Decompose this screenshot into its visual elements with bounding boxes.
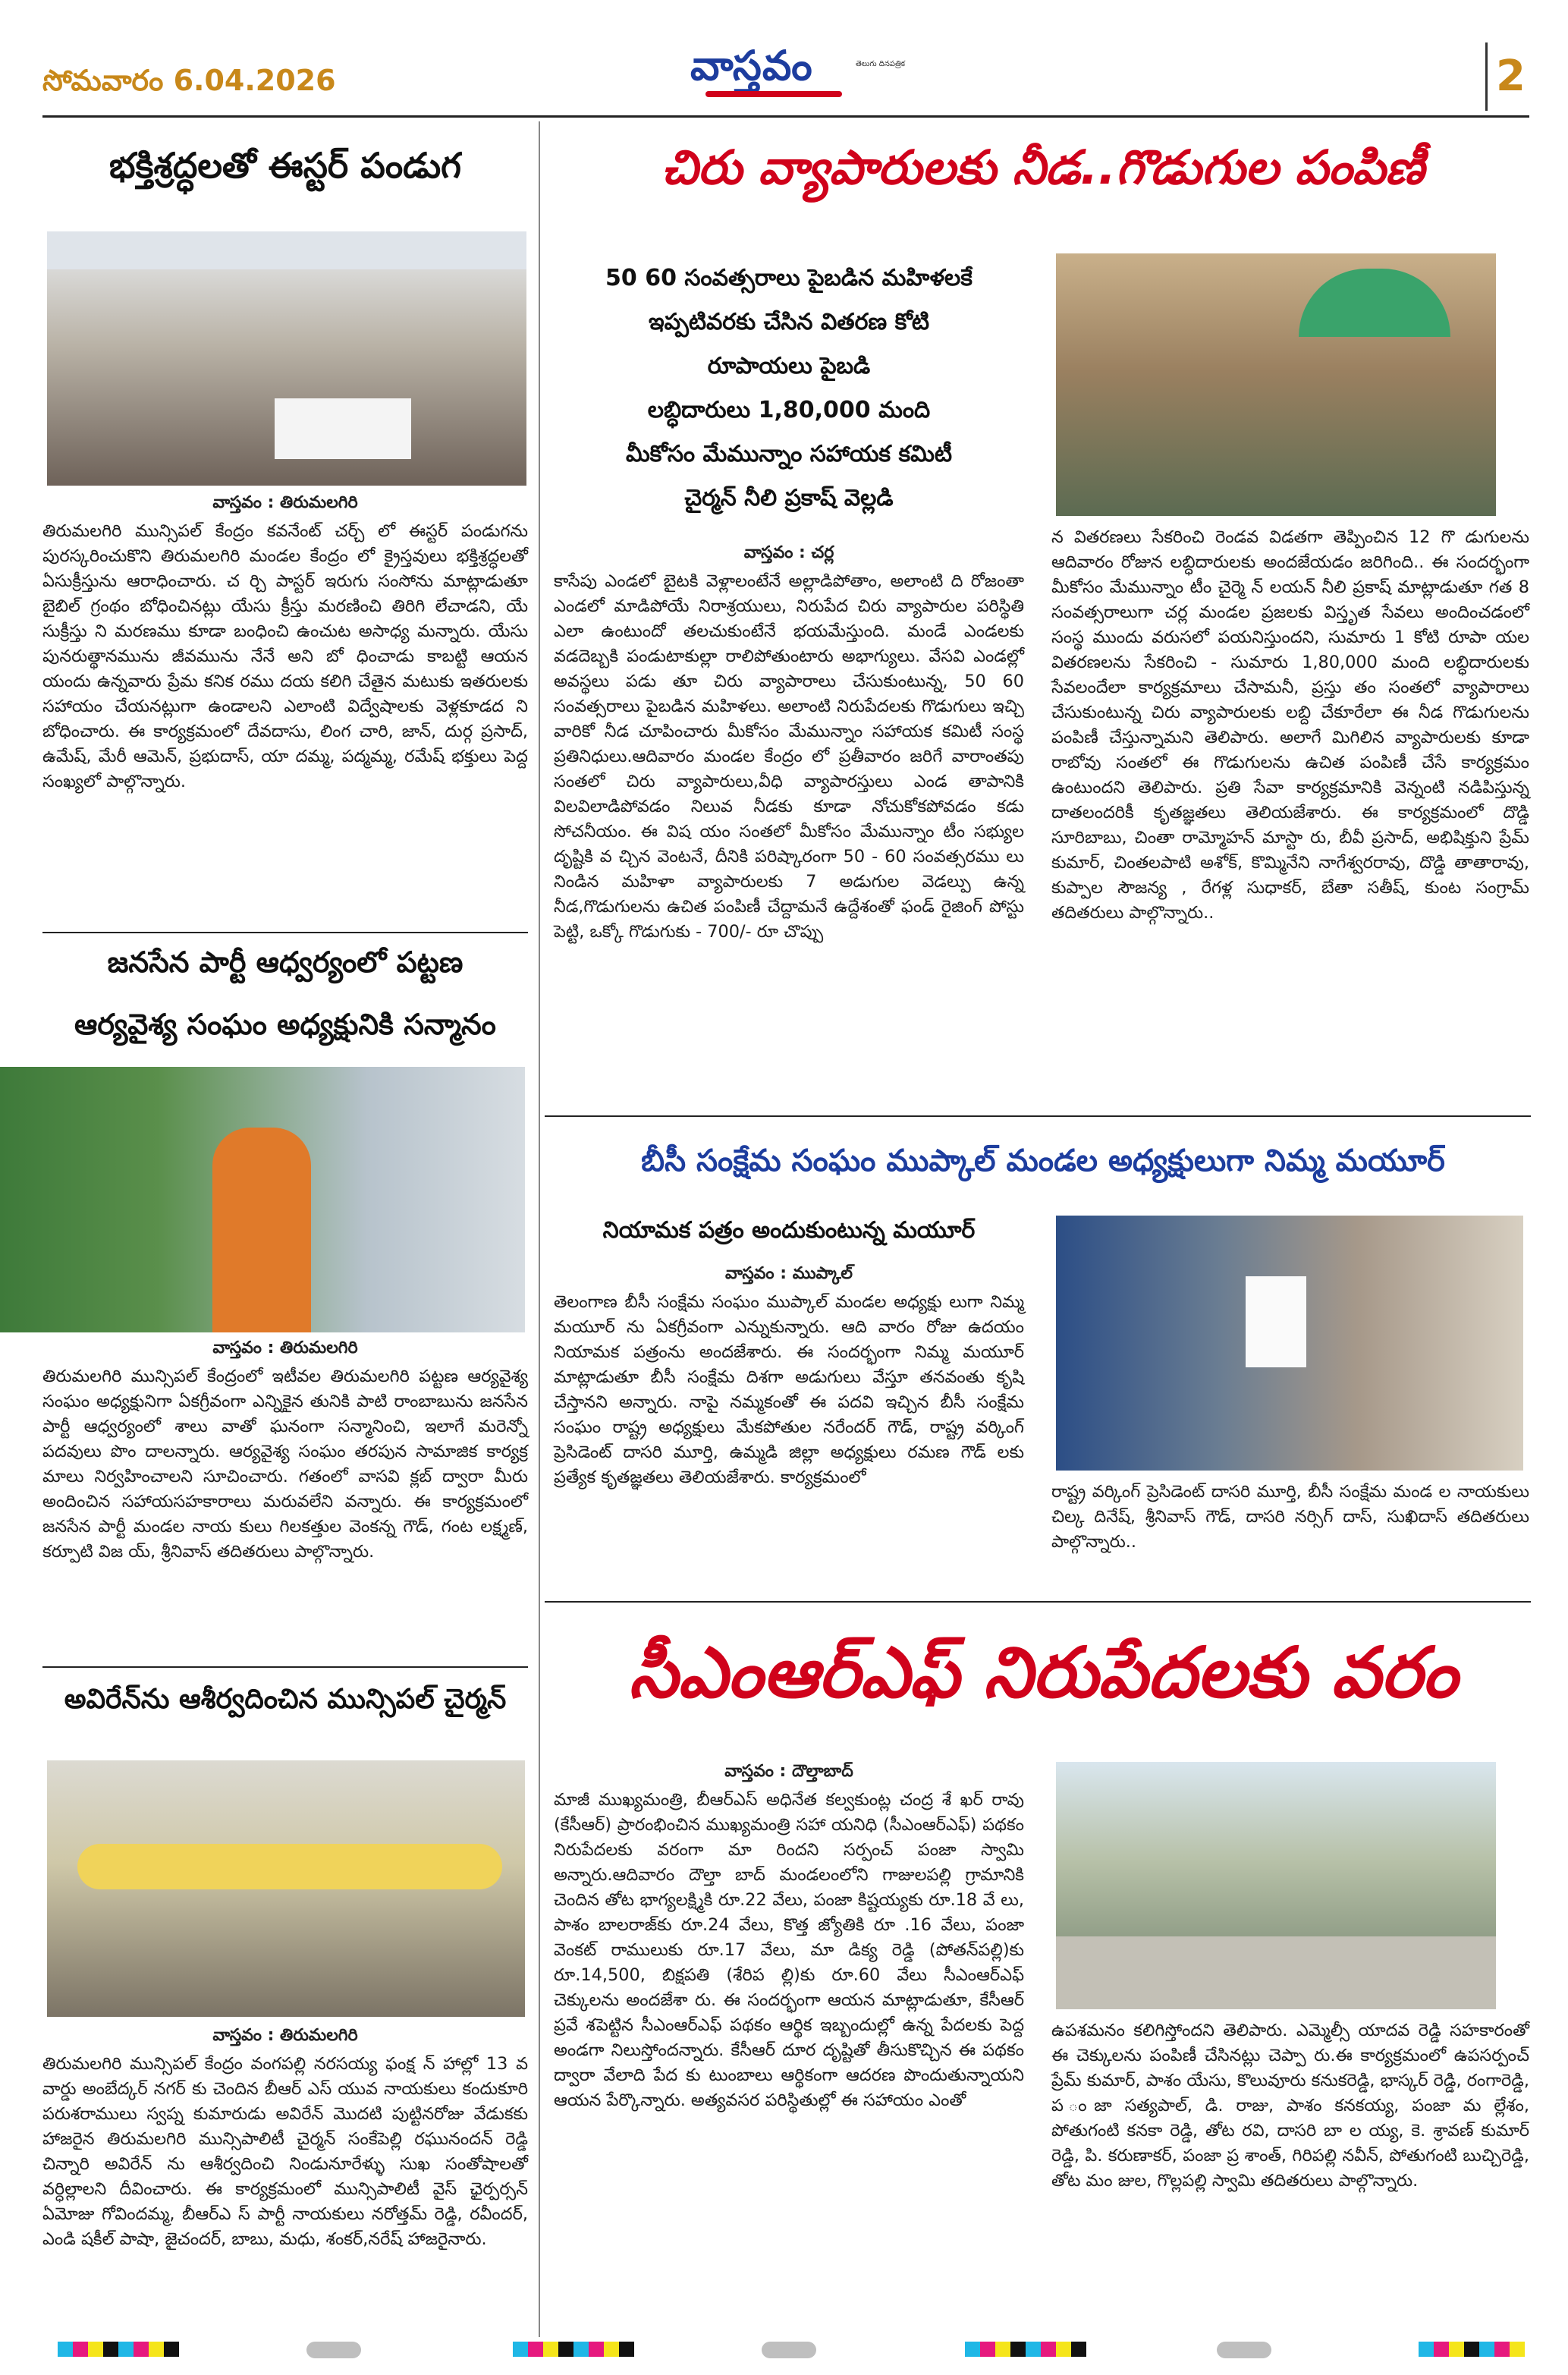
easter-rule: [42, 932, 528, 933]
umbrella-body-left: కాసేపు ఎండలో బైటకి వెళ్లాలంటేనే అల్లాడిపోతాం, అలాంటి ది రోజంతా ఎండలో మాడిపోయే నిరాశ్రయులు, నిరుపేద చిరు వ్యాపారుల పరిస్థితి ఎలా ఉంటుందో తలచుకుంటేనే భయమేస్తుంది. మండే ఎండలకు వడదెబ్బకి పండుటాకుల్లా రాలిపోతుంటారు అభాగ్యులు. వేసవి ఎండల్లో అవస్థలు పడు తూ చిరు వ్యాపారాలు చేసుకుంటున్న, 50 60 సంవత్సరాలు పైబడిన మహిళలు. అలాంటి నిరుపేదలకు గొడుగులు ఇచ్చి వారికో నీడ చూపించారు మీకోసం మేమున్నాం సహాయక కమిటీ సంస్థ ప్రతినిధులు.ఆదివారం మండల కేంద్రం లో ప్రతీవారం జరిగే వారాంతపు సంతలో చిరు వ్యాపారులు,వీధి వ్యాపారస్తులు ఎండ తాపానికి విలవిలాడిపోవడం నిలువ నీడకు కూడా నోచుకోకపోవడం కడు సోచనీయం. ఈ విష యం సంతలో మీకోసం మేమున్నాం టీం సభ్యుల దృష్టికి వ చ్చిన వెంటనే, దీనికి పరిష్కారంగా 50 - 60 సంవత్సరము లు నిండిన మహిళా వ్యాపారులకు 7 అడుగుల వెడల్పు ఉన్న నీడ,గొడుగులను ఉచిత పంపిణీ చేద్దామనే ఉద్దేశంతో ఫండ్ రైజింగ్ పోస్టు పెట్టి, ఒక్కో గొడుగుకు - 700/- రూ చొప్పు: [554, 571, 1024, 942]
umbrella-callout: [554, 256, 1024, 521]
column-divider: [539, 121, 540, 2337]
cmrf-photo: [1056, 1762, 1496, 2009]
grey-pill: [306, 2342, 361, 2358]
callout-line: మీకోసం మేమున్నాం సహాయక కమిటీ: [625, 441, 953, 467]
color-swatches: [513, 2342, 634, 2360]
easter-headline: భక్తిశ్రద్ధలతో ఈస్టర్ పండుగ: [109, 145, 461, 186]
masthead-date: సోమవారం 6.04.2026: [42, 64, 336, 97]
janasena-body: తిరుమలగిరి మున్సిపల్ కేంద్రంలో ఇటీవల తిరుమలగిరి పట్టణ ఆర్యవైశ్య సంఘం అధ్యక్షునిగా ఏకగ్రీవంగా ఎన్నికైన తునికి పాటి రాంబాబును జనసేన పార్టీ ఆధ్వర్యంలో శాలు వాతో ఘనంగా సన్మానించి, ఇలాగే మరెన్నో పదవులు పొం దాలన్నారు. ఆర్యవైశ్య సంఘం తరపున సామాజిక కార్యక్ర మాలు నిర్వహించాలని సూచించారు. గతంలో వాసవి క్లబ్ ద్వారా మీరు అందించిన సహాయసహకారాలు మరువలేని వన్నారు. ఈ కార్యక్రమంలో జనసేన పార్టీ మండల నాయ కులు గిలకత్తుల వెంకన్న గౌడ్, గంట లక్ష్మణ్, కర్పూటి విజ య్, శ్రీనివాస్ తదితరులు పాల్గొన్నారు.: [42, 1367, 528, 1562]
page-number: 2: [1496, 52, 1526, 101]
bc-subhead: నియామక పత్రం అందుకుంటున్న మయూర్: [602, 1217, 976, 1244]
logo-pen-stroke: [705, 91, 842, 97]
easter-byline: వాస్తవం : తిరుమలగిరి: [212, 493, 358, 512]
bc-rule: [545, 1601, 1531, 1603]
easter-body: తిరుమలగిరి మున్సిపల్ కేంద్రం కవనేంట్ చర్చ్ లో ఈస్టర్ పండుగను పురస్కరించుకొని తిరుమలగిరి మండల కేంద్రం లో క్రైస్తవులు భక్తిశ్రద్ధలతో ఏసుక్రీస్తును ఆరాధించారు. చ ర్చి పాస్టర్ ఇరుగు సంసోను మాట్లాడుతూ బైబిల్ గ్రంథం బోధించినట్లు యేసు క్రీస్తు మరణించి తిరిగి లేచాడని, యే సుక్రీస్తు ని మరణము కూడా బంధించి ఉంచుట అసాధ్య మన్నారు. యేసు పునరుత్థానమును జీవమును నేనే అని బో ధించాడు కాబట్టి ఆయన యందు ఉన్నవారు ప్రేమ కనిక రము దయ కలిగి చేతైన మటుకు ఇతరులకు సహాయం చేయనట్లుగా ఉండాలని ఎలాంటి విద్వేషాలకు వెళ్లకూడద ని బోధించారు. ఈ కార్యక్రమంలో దేవదాసు, లింగ చారి, జాన్, దుర్గ ప్రసాద్, ఉమేష్, మేరీ ఆమెన్, ప్రభుదాస్, యా దమ్మ, పద్మమ్మ, రమేష్ భక్తులు పెద్ద సంఖ్యలో పాల్గొన్నారు.: [42, 521, 528, 791]
janasena-rule: [42, 1666, 528, 1668]
chairman-byline: వాస్తవం : తిరుమలగిరి: [212, 2026, 358, 2045]
cmrf-body-left: మాజీ ముఖ్యమంత్రి, బీఆర్ఎస్ అధినేత కల్వకుంట్ల చంద్ర శే ఖర్ రావు (కేసీఆర్) ప్రారంభించిన ముఖ్యమంత్రి సహా యనిధి (సీఎంఆర్ఎఫ్) పథకం నిరుపేదలకు వరంగా మా రిందని సర్పంచ్ పంజా స్వామి అన్నారు.ఆదివారం దౌల్తా బాద్ మండలంలోని గాజులపల్లి గ్రామానికి చెందిన తోట భాగ్యలక్ష్మికి రూ.22 వేలు, పంజా కిష్టయ్యకు రూ.18 వే లు, పాశం బాలరాజ్‌కు రూ.24 వేలు, కొత్త జ్యోతికి రూ .16 వేలు, పంజా వెంకట్ రాములుకు రూ.17 వేలు, మా డిక్య రెడ్డి (పోతన్‌పల్లి)కు రూ.14,500, బిక్షపతి (శేరిప ల్లి)కు రూ.60 వేలు సీఎంఆర్ఎఫ్ చెక్కులను అందజేశా రు. ఈ సందర్భంగా ఆయన మాట్లాడుతూ, కేసీఆర్ ప్రవే శపెట్టిన సీఎంఆర్ఎఫ్ పథకం ఆర్థిక ఇబ్బందుల్లో ఉన్న పేదలకు పెద్ద అండగా నిలుస్తోందన్నారు. కేసీఆర్ దూర దృష్టితో తీసుకొచ్చిన ఈ పథకం ద్వారా వేలాది పేద కు టుంబాలు ఆర్థికంగా ఆదరణ పొందుతున్నాయని ఆయన పేర్కొన్నారు. అత్యవసర పరిస్థితుల్లో ఈ సహాయం ఎంతో: [554, 1790, 1024, 2110]
bc-byline: వాస్తవం : ముప్కాల్: [724, 1264, 853, 1283]
umbrella-headline: చిరు వ్యాపారులకు నీడ..గొడుగుల పంపిణీ: [661, 140, 1425, 195]
callout-line: 50 60 సంవత్సరాలు పైబడిన మహిళలకే: [605, 265, 973, 291]
callout-line: చైర్మన్ నీలి ప్రకాష్ వెల్లడి: [684, 485, 894, 511]
callout-line: రూపాయలు పైబడి: [707, 353, 871, 379]
umbrella-photo: [1056, 253, 1496, 516]
bc-body: తెలంగాణ బీసీ సంక్షేమ సంఘం ముప్కాల్ మండల అధ్యక్షు లుగా నిమ్మ మయూర్ ను ఏకగ్రీవంగా ఎన్నుకున్నారు. ఆది వారం రోజు ఉదయం నియామక పత్రంను అందజేశారు. ఈ సందర్భంగా నిమ్మ మయూర్ మాట్లాడుతూ బీసీ సంక్షేమ దిశగా అడుగులు వేస్తూ తనవంతు కృషి చేస్తానని అన్నారు. నాపై నమ్మకంతో ఈ పదవి ఇచ్చిన బీసీ సంక్షేమ సంఘం రాష్ట్ర అధ్యక్షులు మేకపోతుల నరేందర్ గౌడ్, రాష్ట్ర వర్కింగ్ ప్రెసిడెంట్ దాసరి మూర్తి, ఉమ్మడి జిల్లా అధ్యక్షులు రమణ గౌడ్ లకు ప్రత్యేక కృతజ్ఞతలు తెలియజేశారు. కార్యక్రమంలో: [554, 1292, 1024, 1487]
bc-photo: [1056, 1216, 1523, 1471]
janasena-photo: [0, 1067, 525, 1332]
janasena-headline-1: జనసేన పార్టీ ఆధ్వర్యంలో పట్టణ: [107, 945, 463, 979]
grey-pill: [1217, 2342, 1271, 2358]
callout-line: ఇప్పటివరకు చేసిన వితరణ కోటి: [648, 309, 930, 335]
masthead-logo: [690, 42, 918, 112]
registration-bar: [0, 2342, 1568, 2360]
cmrf-body-right: ఉపశమనం కలిగిస్తోందని తెలిపారు. ఎమ్మెల్సీ యాదవ రెడ్డి సహకారంతో ఈ చెక్కులను పంపిణీ చేసినట్లు చెప్పా రు.ఈ కార్యక్రమంలో ఉపసర్పంచ్ ప్రేమ్ కుమార్, పాశం యేసు, కొలువూరు కనుకరెడ్డి, భాస్కర్ రెడ్డి, రంగారెడ్డి, ప ంజా సత్యపాల్, డి. రాజు, పాశం కనకయ్య, పంజా మ ల్లేశం, పోతుగంటి కనకా రెడ్డి, తోట రవి, దాసరి బా ల య్య, కె. శ్రావణ్ కుమార్ రెడ్డి, పి. కరుణాకర్, పంజా ప్ర శాంత్, గిరిపల్లి నవీన్, పోతుగంటి బుచ్చిరెడ్డి, తోట మం జుల, గొల్లపల్లి స్వామి తదితరులు పాల్గొన్నారు.: [1051, 2021, 1529, 2191]
chairman-body: తిరుమలగిరి మున్సిపల్ కేంద్రం వంగపల్లి నరసయ్య ఫంక్ష న్ హాల్లో 13 వ వార్డు అంబేద్కర్ నగర్ కు చెందిన బీఆర్ ఎస్ యువ నాయకులు కందుకూరి పరుశరాములు స్వప్న కుమారుడు అవిరేన్ మొదటి పుట్టినరోజు వేడుకకు హాజరైన తిరుమలగిరి మున్సిపాలిటీ చైర్మన్ సంకేపెల్లి రఘునందన్ రెడ్డి చిన్నారి అవిరేన్ ను ఆశీర్వదించి నిండునూరేళ్ళు సుఖ సంతోషాలతో వర్ధిల్లాలని దీవించారు. ఈ కార్యక్రమంలో మున్సిపాలిటీ వైస్ ఛైర్పర్సన్ ఏమోజు గోవిందమ్మ, బీఆర్ఎ స్ పార్టీ నాయకులు నరోత్తమ్ రెడ్డి, రవీందర్, ఎండి షకీల్ పాషా, జైచందర్, బాబు, మధు, శంకర్,నరేష్ హాజరైనారు.: [42, 2054, 528, 2249]
umbrella-rule: [545, 1115, 1531, 1117]
bc-headline: బీసీ సంక్షేమ సంఘం ముప్కాల్ మండల అధ్యక్షులుగా నిమ్మ మయూర్: [641, 1143, 1445, 1178]
logo-text: వాస్తవం: [690, 42, 813, 90]
masthead-rule: [42, 115, 1529, 118]
janasena-byline: వాస్తవం : తిరుమలగిరి: [212, 1338, 358, 1357]
cmrf-headline: సీఎంఆర్ఎఫ్ నిరుపేదలకు వరం: [628, 1632, 1458, 1713]
janasena-headline-2: ఆర్యవైశ్య సంఘం అధ్యక్షునికి సన్మానం: [74, 1008, 496, 1041]
color-swatches: [58, 2342, 179, 2360]
masthead-divider: [1485, 42, 1488, 111]
grey-pill: [762, 2342, 816, 2358]
easter-photo: [47, 231, 526, 486]
umbrella-body-right: న వితరణలు సేకరించి రెండవ విడతగా తెప్పించిన 12 గొ డుగులను ఆదివారం రోజున లబ్ధిదారులకు అందజేయడం జరిగింది.. ఈ సందర్భంగా మీకోసం మేమున్నాం టీం చైర్మె న్ లయన్ నీలి ప్రకాష్ మాట్లాడుతూ గత 8 సంవత్సరాలుగా చర్ల మండల ప్రజలకు విస్తృత సేవలు అందించడంలో సంస్థ ముందు వరుసలో పయనిస్తుందని, సుమారు 1 కోటి రూపా యల వితరణలను సేకరించి - సుమారు 1,80,000 మంది లబ్ధిదారులకు సేవలందేలా కార్యక్రమాలు చేసామనీ, ప్రస్తు తం సంతలో వ్యాపారాలు చేసుకుంటున్న చిరు వ్యాపారులకు లబ్ది చేకూరేలా ఈ నీడ గొడుగులను పంపిణీ చేస్తున్నామని తెలిపారు. అలాగే మిగిలిన వ్యాపారులకు కూడా రాబోవు సంతలో ఈ గొడుగులను ఉచిత పంపిణీ చేసే కార్యక్రమం ఉంటుందని తెలిపారు. ప్రతి సేవా కార్యక్రమానికి వెన్నంటి నడిపిస్తున్న దాతలందరికీ కృతజ్ఞతలు తెలియజేశారు. ఈ కార్యక్రమంలో దొడ్డి సూరిబాబు, చింతా రామ్మోహన్ మాస్టా రు, బీవీ ప్రసాద్, అభిషిక్తుని ప్రేమ్ కుమార్, చింతలపాటి అశోక్, కొమ్మినేని నాగేశ్వరరావు, దొడ్డి తాతారావు, కుప్పాల సౌజన్య , రేగళ్ల సుధాకర్, బేతా సతీష్, కుంట సంగ్రామ్ తదితరులు పాల్గొన్నారు..: [1051, 527, 1529, 923]
umbrella-byline: వాస్తవం : చర్ల: [743, 543, 834, 562]
cmrf-byline: వాస్తవం : దౌల్తాబాద్: [724, 1762, 853, 1781]
bc-body-cont: రాష్ట్ర వర్కింగ్ ప్రెసిడెంట్ దాసరి మూర్తి, బీసీ సంక్షేమ మండ ల నాయకులు చిల్క దినేష్, శ్రీనివాస్ గౌడ్, దాసరి నర్సిగ్ దాస్, సుఖిదాస్ తదితరులు పాల్గొన్నారు..: [1051, 1482, 1529, 1552]
chairman-headline: అవిరేన్‌ను ఆశీర్వదించిన మున్సిపల్ చైర్మన్: [64, 1684, 507, 1715]
chairman-photo: [47, 1760, 525, 2017]
callout-line: లబ్ధిదారులు 1,80,000 మంది: [647, 397, 931, 423]
color-swatches: [965, 2342, 1086, 2360]
color-swatches: [1419, 2342, 1525, 2360]
logo-side: తెలుగు దినపత్రిక: [856, 60, 906, 68]
